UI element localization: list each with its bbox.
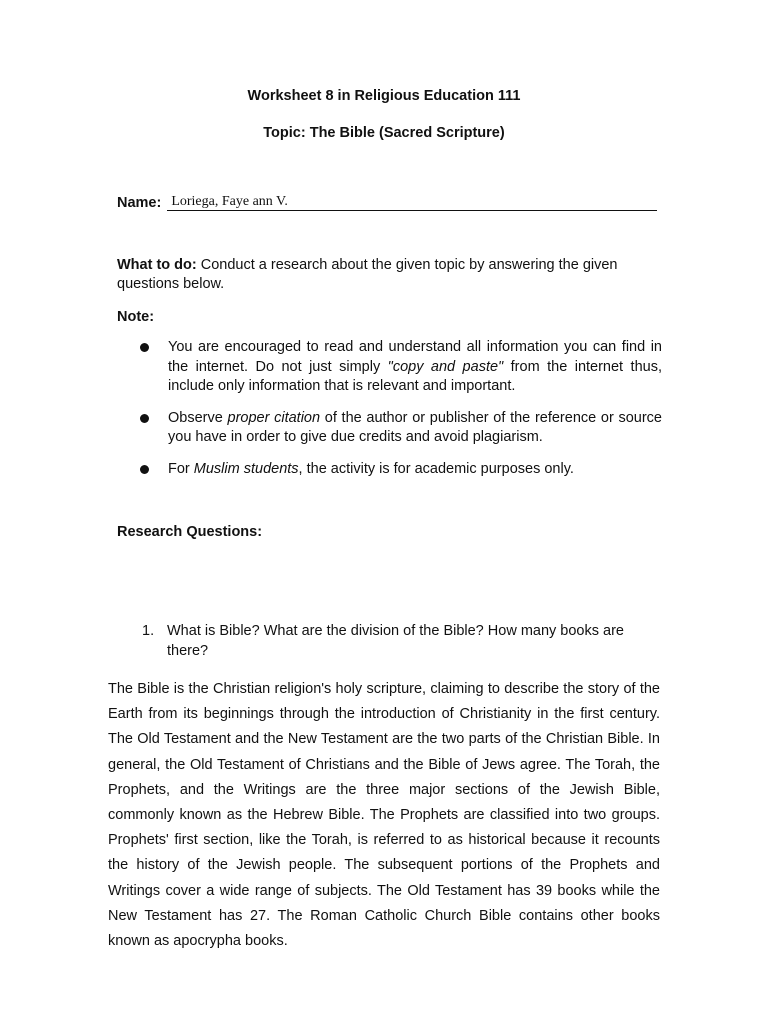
note-emphasis: proper citation [227, 409, 321, 426]
question-number: 1. [142, 623, 155, 639]
note-text: from the internet thus, include only information that is relevant and important. [168, 358, 662, 394]
bullet-icon [140, 343, 149, 352]
bullet-icon [140, 465, 149, 474]
note-item [140, 338, 662, 397]
note-item [140, 409, 662, 448]
research-questions-heading: Research Questions: [117, 524, 263, 540]
answer-paragraph: The Bible is the Christian religion's holy scripture, claiming to describe the story of the Earth from its beginnings through the introduction of Christianity in the first century. The Old Testament and the New Testament are the two parts of the Christian Bible. In general, the Old Testament of Christians and the Bible of Jews agree. The Torah, the Prophets, and the Writings are the three major sections of the Jewish Bible, commonly known as the Hebrew Bible. The Prophets are classified into two groups. Prophets' first section, like the Torah, is referred to as historical because it recounts the history of the Jewish people. The subsequent portions of the Prophets and Writings cover a wide range of subjects. The Old Testament has 39 books while the New Testament has 27. The Roman Catholic Church Bible contains other books known as apocrypha books. [108, 681, 660, 950]
note-text: , the activity is for academic purposes only. [298, 460, 574, 477]
note-text: You are encouraged to read and understand all information you can find in the internet. Do not just simply [168, 339, 662, 375]
worksheet-topic: Topic: The Bible (Sacred Scripture) [263, 125, 505, 141]
note-emphasis: "copy and paste" [387, 358, 504, 375]
note-item [140, 460, 662, 480]
note-emphasis: Muslim students [193, 460, 299, 477]
what-to-do-label: What to do: [117, 257, 197, 273]
name-field[interactable]: Loriega, Faye ann V. [167, 193, 657, 211]
worksheet-title: Worksheet 8 in Religious Education 111 [247, 88, 521, 104]
notes-list [140, 338, 662, 491]
question-1 [142, 622, 662, 661]
note-text: For [168, 460, 194, 477]
note-label: Note: [117, 309, 155, 325]
question-text: What is Bible? What are the division of the Bible? How many books are there? [167, 623, 624, 659]
name-row [117, 193, 657, 211]
note-text: Observe [168, 409, 228, 426]
note-text: of the author or publisher of the reference or source you have in order to give due credits and avoid plagiarism. [168, 409, 662, 445]
what-to-do-text: Conduct a research about the given topic by answering the given questions below. [117, 257, 618, 292]
what-to-do [117, 256, 662, 294]
name-label: Name: [117, 195, 162, 211]
bullet-icon [140, 414, 149, 423]
